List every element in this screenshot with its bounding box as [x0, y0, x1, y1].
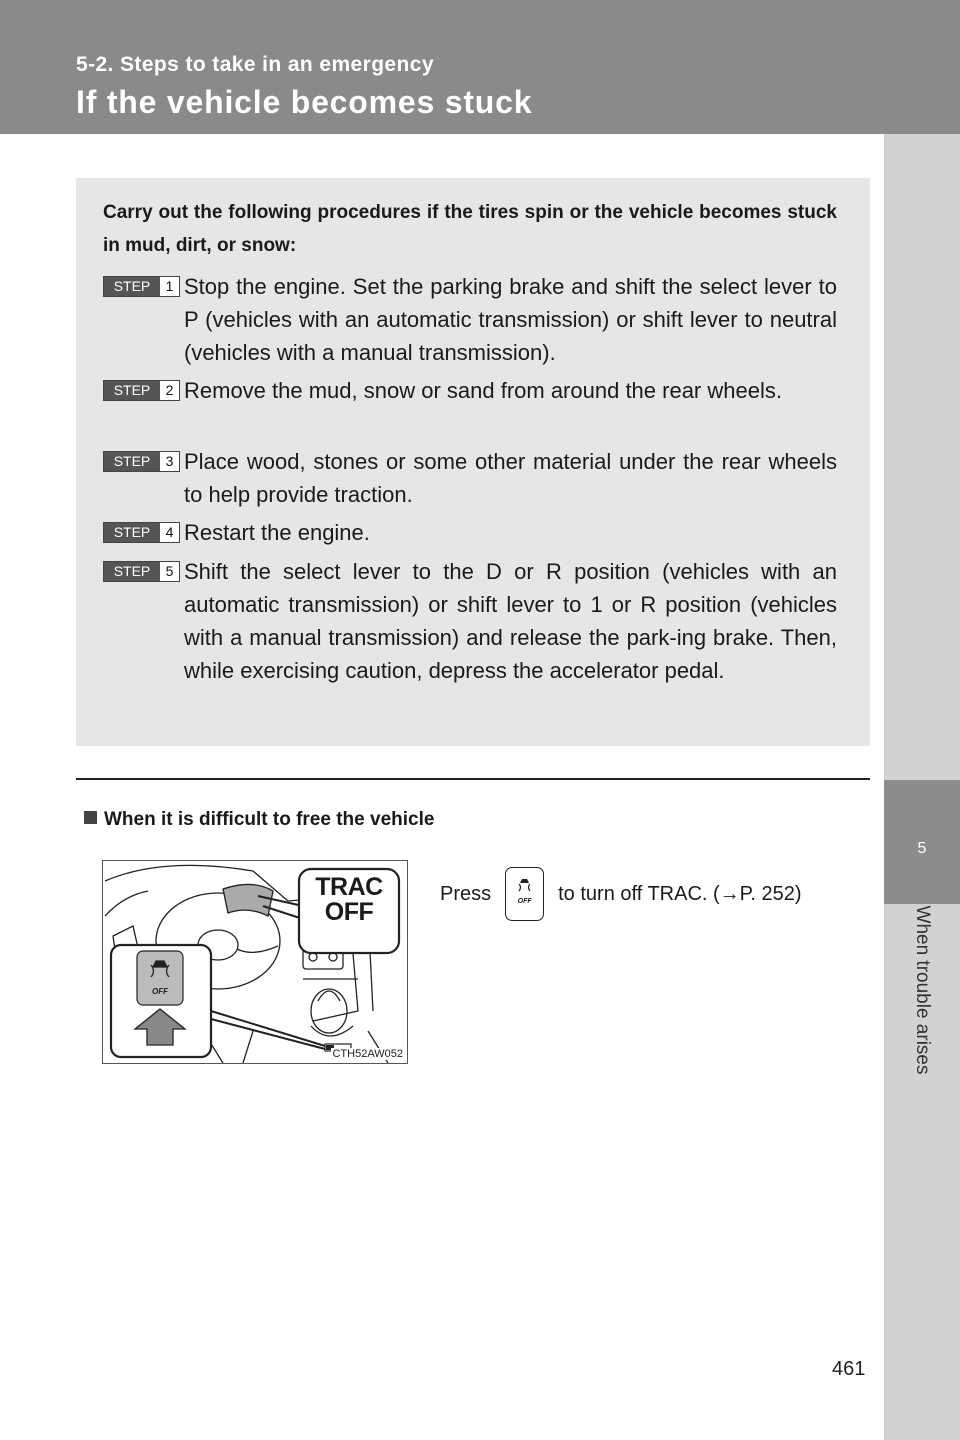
step-badge	[103, 276, 180, 297]
step-text: Restart the engine.	[184, 520, 370, 545]
step-badge	[103, 561, 180, 582]
square-bullet-icon	[84, 811, 97, 824]
trac-off-callout	[299, 875, 399, 925]
press-instruction	[440, 867, 802, 921]
step-word: STEP	[104, 452, 160, 471]
callout-line-1: TRAC	[315, 873, 383, 901]
page-header	[0, 0, 884, 134]
press-text-after: to turn off TRAC. (→P. 252)	[558, 882, 802, 905]
page-number: 461	[832, 1358, 866, 1380]
skid-car-icon	[506, 868, 543, 920]
sub-heading-text: When it is difficult to free the vehicle	[104, 809, 435, 830]
step-4	[103, 516, 837, 549]
trac-off-button-icon	[505, 867, 544, 921]
chapter-side-tab	[884, 0, 960, 1440]
chapter-name: When trouble arises	[912, 905, 933, 1075]
side-tab-header-band	[884, 0, 960, 134]
step-number: 1	[165, 278, 174, 294]
button-icon-label: OFF	[517, 898, 532, 905]
step-number: 2	[165, 382, 174, 398]
step-number: 3	[165, 453, 174, 469]
step-badge	[103, 380, 180, 401]
step-5	[103, 555, 837, 687]
step-word: STEP	[104, 381, 160, 400]
section-label: 5-2. Steps to take in an emergency	[76, 53, 434, 76]
callout-line-2: OFF	[324, 898, 374, 926]
step-word: STEP	[104, 523, 160, 542]
press-text-before: Press	[440, 882, 492, 905]
figure-button-label: OFF	[152, 987, 168, 996]
figure-code: CTH52AW052	[332, 1048, 403, 1060]
step-2	[103, 374, 837, 407]
step-badge	[103, 522, 180, 543]
chapter-number: 5	[917, 840, 927, 857]
step-text: Shift the select lever to the D or R position (vehicles with an automatic transmission) or shift lever to 1 or R position (vehicles with a manual transmission) and release the park-ing brake. Then, while exercising caution, depress the accelerator pedal.	[184, 559, 837, 683]
step-text: Place wood, stones or some other material under the rear wheels to help provide traction.	[184, 449, 837, 507]
section-divider	[76, 778, 870, 780]
page-title: If the vehicle becomes stuck	[76, 84, 533, 120]
step-text: Remove the mud, snow or sand from around the rear wheels.	[184, 378, 782, 403]
sub-heading	[84, 809, 434, 831]
step-word: STEP	[104, 277, 160, 296]
step-badge	[103, 451, 180, 472]
trac-off-illustration	[102, 860, 408, 1064]
step-word: STEP	[104, 562, 160, 581]
step-number: 5	[165, 563, 174, 579]
step-1	[103, 270, 837, 369]
step-3	[103, 445, 837, 511]
step-text: Stop the engine. Set the parking brake and shift the select lever to P (vehicles with an automatic transmission) or shift lever to neutral (vehicles with a manual transmission).	[184, 274, 837, 365]
procedure-intro: Carry out the following procedures if the tires spin or the vehicle becomes stuck in mud, dirt, or snow:	[103, 202, 837, 256]
step-number: 4	[165, 524, 174, 540]
